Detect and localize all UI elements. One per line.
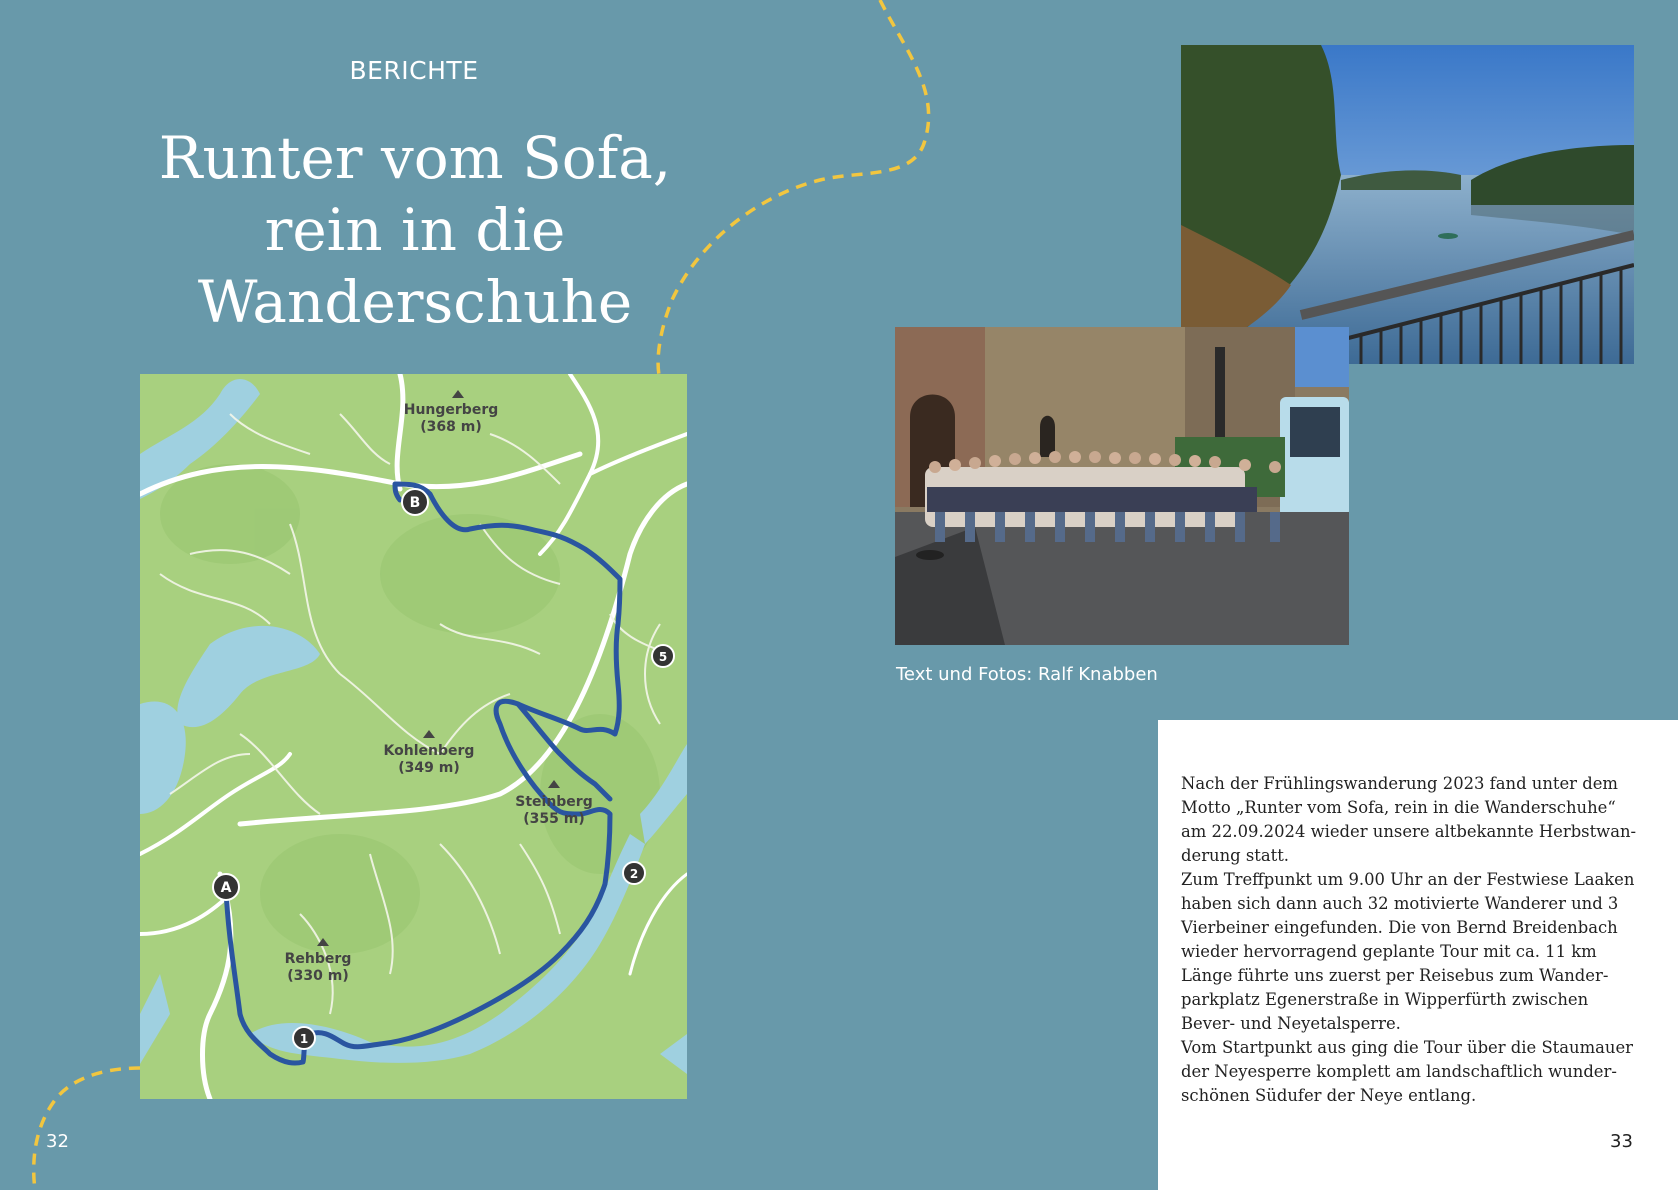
- group-photo: [895, 327, 1349, 645]
- marker-1: 1: [299, 1032, 309, 1046]
- page-title: [120, 122, 710, 338]
- body-line: Bever- und Neyetalsperre.: [1181, 1014, 1401, 1033]
- title-line-3: Wanderschuhe: [197, 268, 633, 336]
- marker-a: A: [220, 880, 232, 896]
- peak-steinberg-name: Steinberg: [515, 794, 593, 810]
- peak-hungerberg-name: Hungerberg: [403, 402, 499, 418]
- body-line: derung statt.: [1181, 846, 1289, 865]
- peak-kohlenberg-height: (349 m): [398, 760, 460, 776]
- title-line-2: rein in die: [264, 196, 566, 264]
- title-line-1: Runter vom Sofa,: [158, 124, 672, 192]
- body-line: Nach der Frühlingswanderung 2023 fand unter dem: [1181, 774, 1618, 793]
- lake-photo: [1181, 45, 1634, 364]
- body-line: Länge führte uns zuerst per Reisebus zum Wander-: [1181, 966, 1609, 985]
- peak-steinberg-height: (355 m): [523, 811, 585, 827]
- peak-kohlenberg-name: Kohlenberg: [383, 743, 475, 759]
- marker-2: 2: [629, 867, 639, 881]
- page-number-right: 33: [1610, 1131, 1633, 1152]
- photo-credit: Text und Fotos: Ralf Knabben: [896, 664, 1158, 685]
- route-map: [140, 374, 687, 1099]
- peak-hungerberg-height: (368 m): [420, 419, 482, 435]
- body-line: parkplatz Egenerstraße in Wipperfürth zwischen: [1181, 990, 1589, 1009]
- body-line: Zum Treffpunkt um 9.00 Uhr an der Festwiese Laaken: [1181, 870, 1635, 889]
- marker-5: 5: [658, 650, 668, 664]
- body-line: schönen Südufer der Neye entlang.: [1181, 1086, 1477, 1105]
- article-text-box: [1158, 720, 1678, 1190]
- body-line: Vierbeiner eingefunden. Die von Bernd Breidenbach: [1181, 918, 1618, 937]
- marker-b: B: [409, 495, 421, 511]
- body-line: Vom Startpunkt aus ging die Tour über die Staumauer: [1181, 1038, 1633, 1057]
- peak-rehberg-name: Rehberg: [284, 951, 352, 967]
- body-line: haben sich dann auch 32 motivierte Wanderer und 3: [1181, 894, 1619, 913]
- peak-rehberg-height: (330 m): [287, 968, 349, 984]
- section-label: BERICHTE: [349, 56, 479, 85]
- article-body: [1181, 772, 1651, 1108]
- body-line: Motto „Runter vom Sofa, rein in die Wanderschuhe“: [1181, 798, 1616, 817]
- page-number-left: 32: [46, 1131, 69, 1152]
- body-line: am 22.09.2024 wieder unsere altbekannte Herbstwan-: [1181, 822, 1637, 841]
- body-line: wieder hervorragend geplante Tour mit ca. 11 km: [1181, 942, 1597, 961]
- body-line: der Neyesperre komplett am landschaftlich wunder-: [1181, 1062, 1617, 1081]
